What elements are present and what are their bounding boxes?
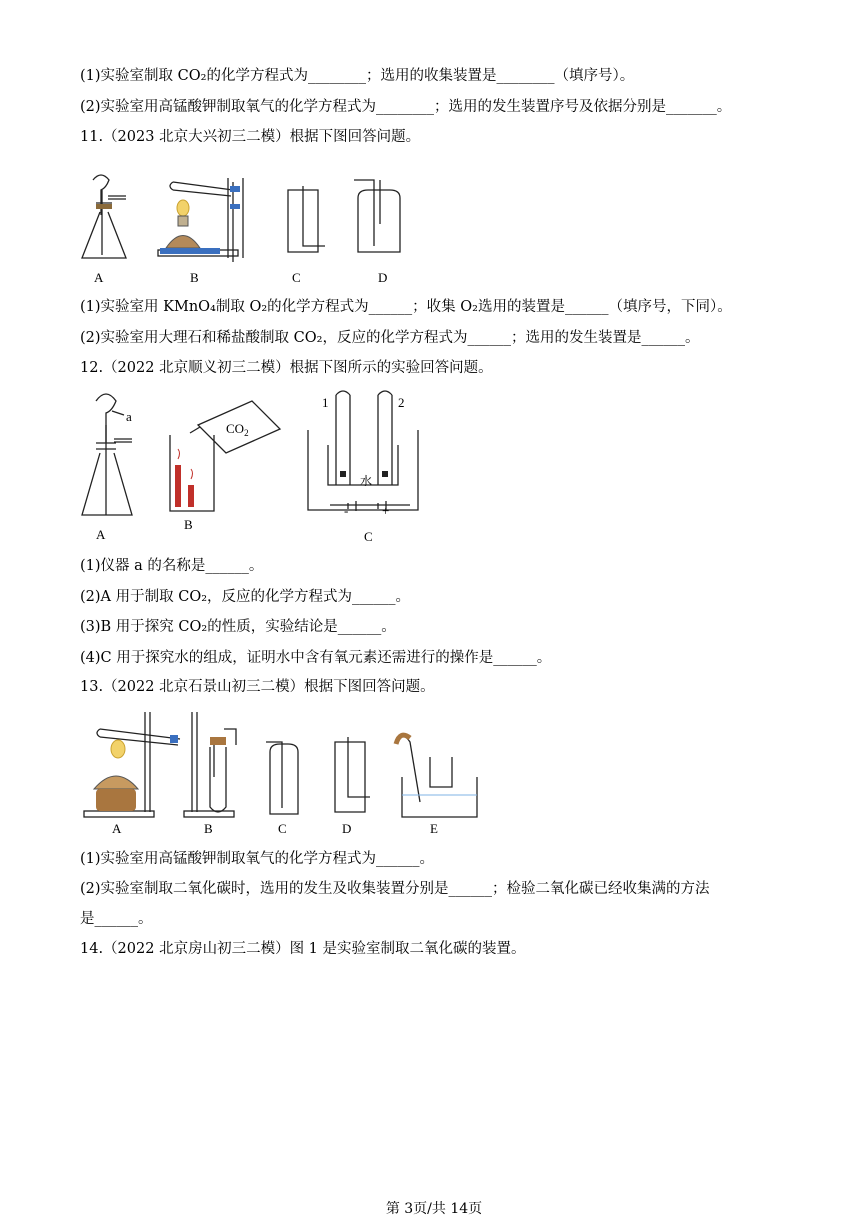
q12-part1: (1)仪器 a 的名称是______。 — [80, 558, 264, 574]
q10-part1: (1)实验室制取 CO₂的化学方程式为________；选用的收集装置是________（填序号）。 — [80, 68, 635, 84]
q12-figure — [78, 385, 428, 545]
co2-label: $CO_2$ — [226, 421, 249, 438]
fig12-label-a: A — [96, 527, 106, 542]
minus-label: - — [344, 503, 349, 518]
q11-part2: (2)实验室用大理石和稀盐酸制取 CO₂，反应的化学方程式为______；选用的发生装置是______。 — [80, 330, 700, 346]
q12-part3: (3)B 用于探究 CO₂的性质，实验结论是______。 — [80, 619, 396, 635]
fig13-label-c: C — [278, 821, 287, 836]
q13-figure — [80, 707, 480, 837]
fig13-label-d: D — [342, 821, 352, 836]
fig11-label-b: B — [190, 270, 199, 285]
tube-1-label: 1 — [322, 395, 329, 410]
water-label: 水 — [360, 474, 373, 488]
q12-part2: (2)A 用于制取 CO₂，反应的化学方程式为______。 — [80, 589, 411, 605]
tube-2-label: 2 — [398, 395, 405, 410]
q11-figure — [78, 168, 418, 288]
q13-part2-b: 是______。 — [80, 911, 153, 927]
fig13-label-e: E — [430, 821, 438, 836]
fig13-label-a: A — [112, 821, 122, 836]
q12-heading: 12.（2022 北京顺义初三二模）根据下图所示的实验回答问题。 — [80, 360, 493, 376]
q14-heading: 14.（2022 北京房山初三二模）图 1 是实验室制取二氧化碳的装置。 — [80, 941, 526, 957]
fig13-label-b: B — [204, 821, 213, 836]
q13-part2-a: (2)实验室制取二氧化碳时，选用的发生及收集装置分别是______；检验二氧化碳已经收集满的方法 — [80, 881, 710, 897]
fig11-label-c: C — [292, 270, 301, 285]
q13-heading: 13.（2022 北京石景山初三二模）根据下图回答问题。 — [80, 679, 435, 695]
q10-part2: (2)实验室用高锰酸钾制取氧气的化学方程式为________；选用的发生装置序号及依据分别是_______。 — [80, 99, 732, 115]
label-a: a — [126, 409, 132, 424]
q12-part4: (4)C 用于探究水的组成，证明水中含有氧元素还需进行的操作是______。 — [80, 650, 552, 666]
q13-part1: (1)实验室用高锰酸钾制取氧气的化学方程式为______。 — [80, 851, 435, 867]
q11-heading: 11.（2023 北京大兴初三二模）根据下图回答问题。 — [80, 129, 421, 145]
fig11-label-d: D — [378, 270, 388, 285]
fig12-label-c: C — [364, 529, 373, 544]
fig11-label-a: A — [94, 270, 104, 285]
q11-part1: (1)实验室用 KMnO₄制取 O₂的化学方程式为______；收集 O₂选用的装置是______（填序号，下同）。 — [80, 299, 732, 315]
page-footer: 第 3页/共 14页 — [385, 1201, 483, 1217]
fig12-label-b: B — [184, 517, 193, 532]
plus-label: + — [382, 503, 390, 518]
